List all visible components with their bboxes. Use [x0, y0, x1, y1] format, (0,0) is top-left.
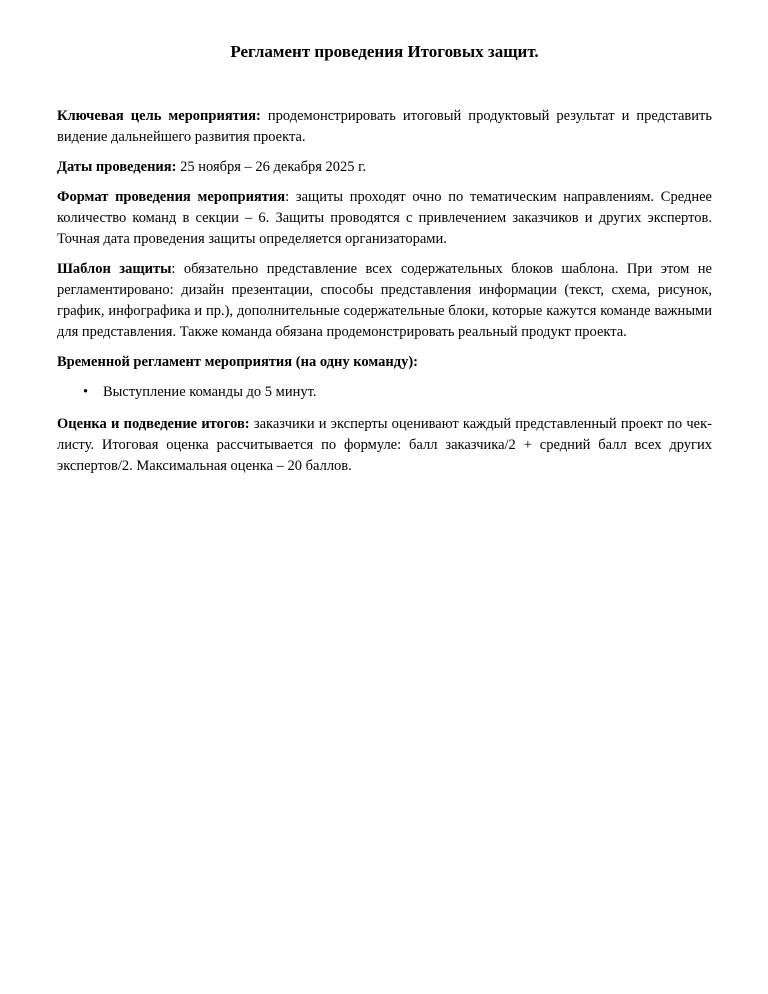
paragraph-template-lead: Шаблон защиты: [57, 261, 172, 277]
paragraph-dates-lead: Даты проведения:: [57, 159, 177, 175]
document-title: Регламент проведения Итоговых защит.: [230, 42, 539, 61]
paragraph-evaluation-lead: Оценка и подведение итогов:: [57, 416, 250, 432]
paragraph-dates-text: 25 ноября – 26 декабря 2025 г.: [176, 159, 367, 175]
paragraph-dates: [57, 157, 712, 178]
paragraph-template: [57, 259, 712, 343]
list-item: [57, 382, 712, 403]
time-regulation-list: [57, 382, 712, 403]
paragraph-key-goal-text: продемонстрировать итоговый продуктовый результат и представить видение дальнейшего развития проекта.: [57, 108, 712, 145]
paragraph-evaluation-text: заказчики и эксперты оценивают каждый представленный проект по чек-листу. Итоговая оценка рассчитывается по формуле: балл заказчика/2 + средний балл всех других экспертов/2. Максимальная оценка – 20 баллов.: [57, 416, 712, 474]
paragraph-format: [57, 187, 712, 250]
paragraph-evaluation: [57, 414, 712, 477]
paragraph-template-text: : обязательно представление всех содержательных блоков шаблона. При этом не регламентировано: дизайн презентации, способы представления информации (текст, схема, рисунок, график, инфографика и пр.), дополнительные содержательные блоки, которые кажутся команде важными для представления. Также команда обязана продемонстрировать реальный продукт проекта.: [57, 261, 712, 340]
list-item-text: Выступление команды до 5 минут.: [103, 384, 317, 400]
paragraph-format-lead: Формат проведения мероприятия: [57, 189, 286, 205]
bullet-marker-icon: •: [83, 384, 89, 400]
heading-time-regulation-text: Временной регламент мероприятия (на одну команду):: [57, 354, 418, 370]
paragraph-key-goal-lead: Ключевая цель мероприятия:: [57, 108, 261, 124]
paragraph-format-text: : защиты проходят очно по тематическим направлениям. Среднее количество команд в секции – 6. Защиты проводятся с привлечением заказчиков и других экспертов. Точная дата проведения защиты определяется организаторами.: [57, 189, 712, 247]
paragraph-key-goal: [57, 106, 712, 148]
heading-time-regulation: [57, 352, 712, 373]
